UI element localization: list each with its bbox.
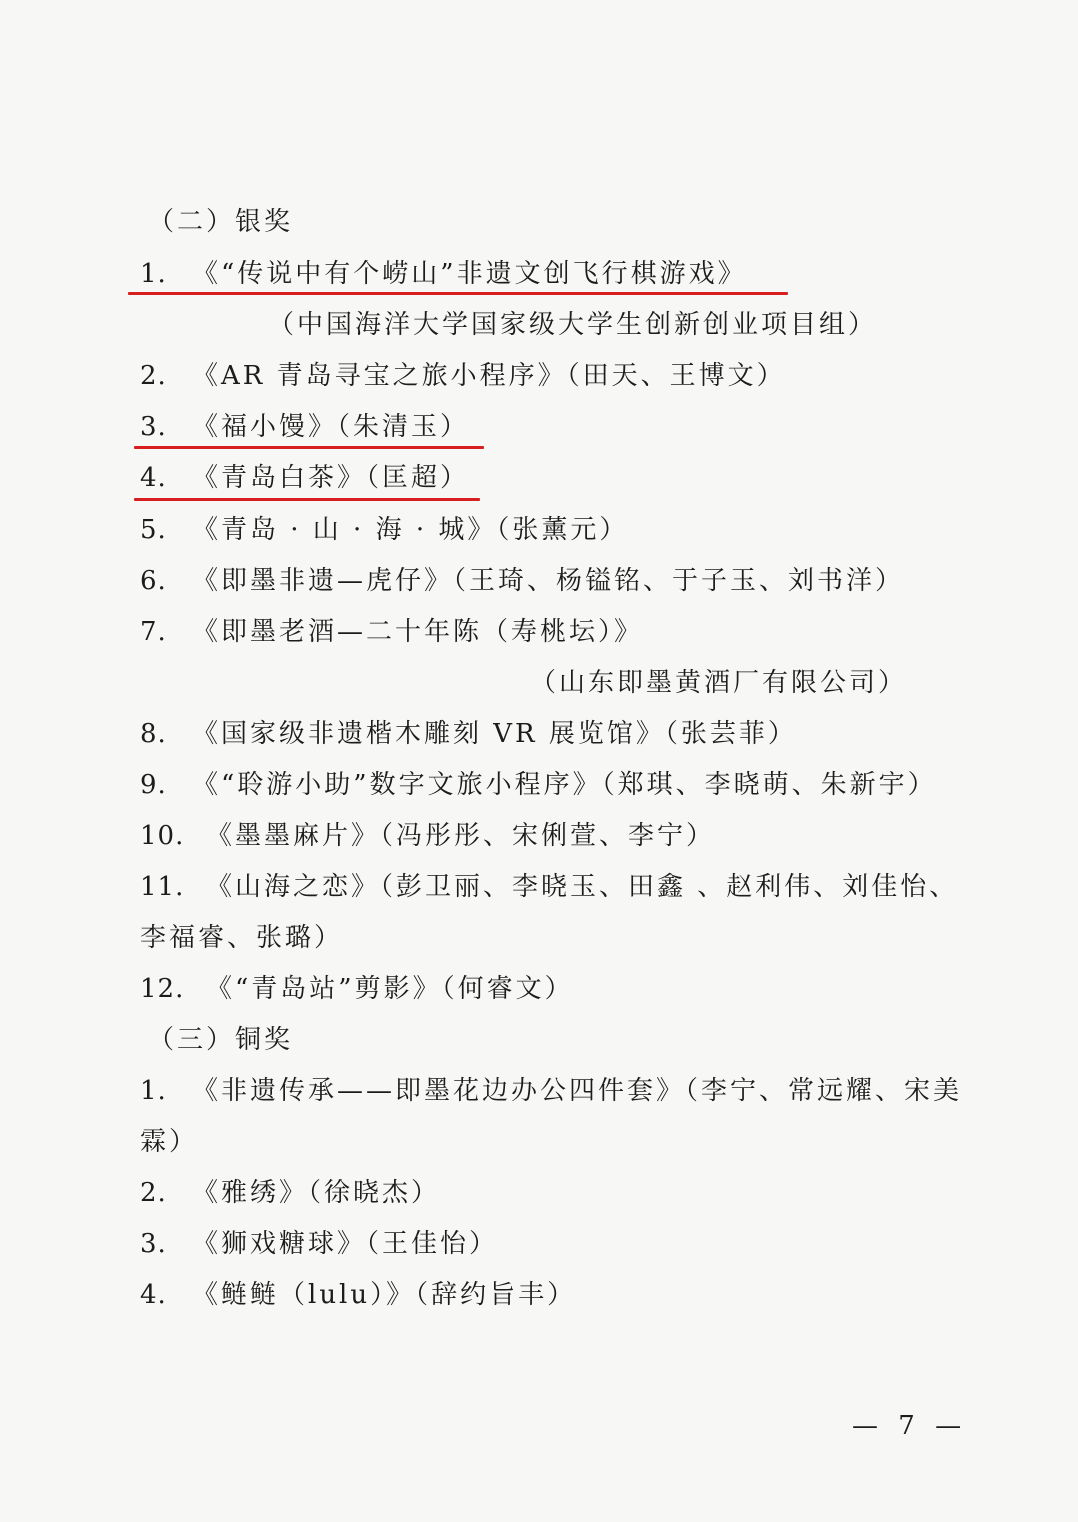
list-item [140, 458, 469, 498]
item-text: 《即墨非遗—虎仔》（王琦、杨镒铭、于子玉、刘书洋） [192, 566, 905, 596]
item-number: 11. [140, 872, 185, 902]
item-number: 12. [140, 974, 185, 1004]
item-text: 《AR 青岛寻宝之旅小程序》（田天、王博文） [192, 361, 786, 391]
item-text: 《“聆游小助”数字文旅小程序》（郑琪、李晓萌、朱新宇） [192, 770, 937, 800]
item-text: 《鲢鲢（lulu）》（辞约旨丰） [192, 1280, 577, 1310]
list-item-continuation: 李福睿、张璐） [140, 923, 344, 953]
item-number: 4. [140, 463, 167, 493]
list-item [140, 1071, 962, 1111]
item-text: 《即墨老酒—二十年陈（寿桃坛）》 [192, 617, 644, 647]
item-number: 5. [140, 515, 167, 545]
section-heading-bronze: （三）铜奖 [148, 1025, 294, 1055]
red-underline [134, 498, 480, 501]
item-text: 《山海之恋》（彭卫丽、李晓玉、田鑫 、赵利伟、刘佳怡、 [206, 872, 959, 902]
list-item [140, 867, 958, 907]
list-item-continuation: （山东即墨黄酒厂有限公司） [530, 668, 908, 698]
item-text: 《“青岛站”剪影》（何睿文） [206, 974, 574, 1004]
item-number: 6. [140, 566, 167, 596]
item-text: 《青岛 · 山 · 海 · 城》（张薰元） [192, 515, 629, 545]
item-number: 7. [140, 617, 167, 647]
list-item [140, 714, 797, 754]
section-heading-silver: （二）银奖 [148, 207, 294, 237]
red-underline [128, 292, 788, 295]
item-text: 《国家级非遗楷木雕刻 VR 展览馆》（张芸菲） [192, 719, 797, 749]
list-item [140, 561, 904, 601]
item-number: 4. [140, 1280, 167, 1310]
list-item [140, 612, 643, 652]
list-item [140, 816, 715, 856]
item-number: 1. [140, 259, 167, 289]
item-number: 1. [140, 1076, 167, 1106]
item-text: 《狮戏糖球》（王佳怡） [192, 1229, 499, 1259]
list-item [140, 356, 786, 396]
list-item-continuation: 霖） [140, 1127, 199, 1157]
item-number: 3. [140, 412, 167, 442]
item-text: 《雅绣》（徐晓杰） [192, 1178, 441, 1208]
item-number: 8. [140, 719, 167, 749]
item-number: 2. [140, 361, 167, 391]
list-item [140, 765, 937, 805]
list-item [140, 254, 747, 294]
item-number: 2. [140, 1178, 167, 1208]
list-item [140, 1275, 576, 1315]
list-item [140, 1224, 498, 1264]
list-item [140, 407, 469, 447]
item-number: 3. [140, 1229, 167, 1259]
item-text: 《青岛白茶》（匡超） [192, 463, 470, 493]
item-text: 《福小馒》（朱清玉） [192, 412, 470, 442]
item-number: 9. [140, 770, 167, 800]
list-item [140, 1173, 440, 1213]
list-item [140, 969, 574, 1009]
red-underline [134, 446, 484, 449]
list-item-continuation: （中国海洋大学国家级大学生创新创业项目组） [268, 310, 878, 340]
page-number: — 7 — [852, 1411, 968, 1441]
item-text: 《墨墨麻片》（冯彤彤、宋俐萱、李宁） [206, 821, 716, 851]
item-number: 10. [140, 821, 185, 851]
item-text: 《“传说中有个崂山”非遗文创飞行棋游戏》 [192, 259, 747, 289]
list-item [140, 510, 628, 550]
item-text: 《非遗传承——即墨花边办公四件套》（李宁、常远耀、宋美 [192, 1076, 963, 1106]
